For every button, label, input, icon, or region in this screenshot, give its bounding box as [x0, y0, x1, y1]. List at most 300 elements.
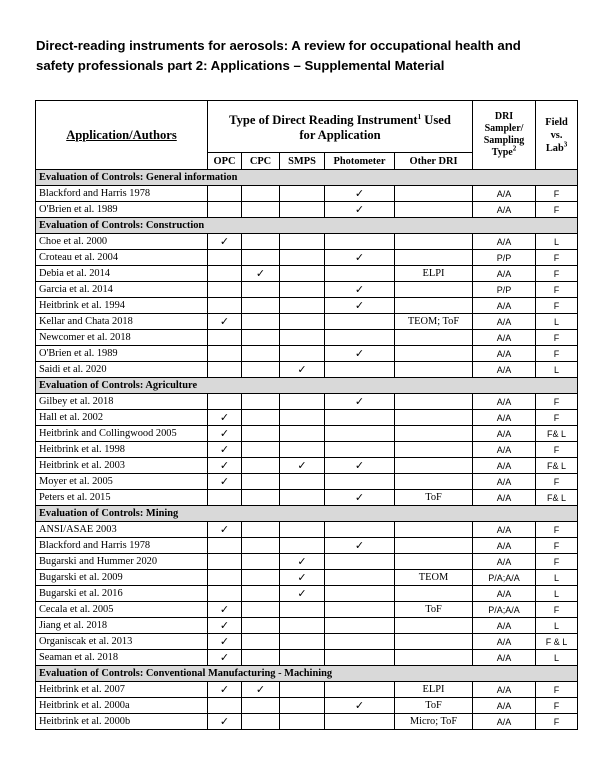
author-cell: Heitbrink et al. 2003: [36, 458, 208, 474]
sampler-type-cell: A/A: [473, 698, 536, 714]
sampler-type-cell: A/A: [473, 234, 536, 250]
sampler-type-cell: P/P: [473, 250, 536, 266]
author-cell: Heitbrink and Collingwood 2005: [36, 426, 208, 442]
check-mark-icon: ✓: [219, 618, 230, 632]
author-cell: Debia et al. 2014: [36, 266, 208, 282]
opc-cell: [208, 442, 242, 458]
author-cell: Kellar and Chata 2018: [36, 314, 208, 330]
section-title: Evaluation of Controls: Conventional Manufacturing - Machining: [36, 666, 578, 682]
section-header-row: [36, 218, 578, 234]
sampler-type-cell: A/A: [473, 394, 536, 410]
photometer-cell: [325, 474, 395, 490]
smps-cell: [280, 538, 325, 554]
author-cell: Bugarski and Hummer 2020: [36, 554, 208, 570]
photometer-cell: [325, 634, 395, 650]
table-row: [36, 442, 578, 458]
field-lab-cell: F: [536, 410, 578, 426]
field-lab-cell: L: [536, 650, 578, 666]
table-row: [36, 266, 578, 282]
other-dri-cell: [395, 410, 473, 426]
smps-cell: [280, 234, 325, 250]
other-dri-cell: Micro; ToF: [395, 714, 473, 730]
smps-cell: [280, 282, 325, 298]
field-lab-cell: F: [536, 394, 578, 410]
field-lab-cell: F: [536, 474, 578, 490]
sampler-type-cell: A/A: [473, 266, 536, 282]
check-mark-icon: ✓: [219, 426, 230, 440]
other-dri-cell: ELPI: [395, 266, 473, 282]
author-cell: O'Brien et al. 1989: [36, 202, 208, 218]
sampler-type-cell: A/A: [473, 346, 536, 362]
cpc-cell: [242, 442, 280, 458]
sampler-type-cell: A/A: [473, 490, 536, 506]
sampler-type-cell: A/A: [473, 298, 536, 314]
check-mark-icon: ✓: [219, 458, 230, 472]
table-row: [36, 394, 578, 410]
check-mark-icon: ✓: [255, 266, 266, 280]
check-mark-icon: ✓: [219, 650, 230, 664]
cpc-cell: [242, 490, 280, 506]
check-mark-icon: ✓: [219, 522, 230, 536]
cpc-cell: [242, 714, 280, 730]
photometer-cell: [325, 234, 395, 250]
cpc-cell: [242, 538, 280, 554]
other-dri-cell: [395, 586, 473, 602]
cpc-cell: [242, 698, 280, 714]
cpc-cell: [242, 554, 280, 570]
instruments-table: [35, 100, 578, 730]
author-cell: Heitbrink et al. 1994: [36, 298, 208, 314]
author-cell: Moyer et al. 2005: [36, 474, 208, 490]
smps-cell: [280, 410, 325, 426]
table-row: [36, 426, 578, 442]
photometer-cell: [325, 314, 395, 330]
field-lab-cell: F: [536, 602, 578, 618]
smps-cell: [280, 602, 325, 618]
cpc-cell: [242, 602, 280, 618]
opc-cell: [208, 202, 242, 218]
header-smps: SMPS: [280, 153, 325, 170]
check-mark-icon: ✓: [354, 394, 365, 408]
opc-cell: [208, 298, 242, 314]
table-row: [36, 458, 578, 474]
section-header-row: [36, 506, 578, 522]
sampler-type-cell: A/A: [473, 586, 536, 602]
check-mark-icon: ✓: [354, 298, 365, 312]
other-dri-cell: [395, 186, 473, 202]
photometer-cell: [325, 298, 395, 314]
sampler-type-cell: A/A: [473, 186, 536, 202]
check-mark-icon: ✓: [219, 314, 230, 328]
photometer-cell: [325, 330, 395, 346]
cpc-cell: [242, 314, 280, 330]
section-header-row: [36, 170, 578, 186]
photometer-cell: [325, 650, 395, 666]
other-dri-cell: [395, 522, 473, 538]
cpc-cell: [242, 330, 280, 346]
other-dri-cell: TEOM: [395, 570, 473, 586]
sampler-type-cell: A/A: [473, 650, 536, 666]
page-title: [36, 36, 576, 76]
field-lab-cell: F& L: [536, 490, 578, 506]
author-cell: Cecala et al. 2005: [36, 602, 208, 618]
smps-cell: [280, 618, 325, 634]
sampler-type-cell: A/A: [473, 458, 536, 474]
other-dri-cell: [395, 234, 473, 250]
other-dri-cell: ELPI: [395, 682, 473, 698]
field-lab-cell: L: [536, 586, 578, 602]
photometer-cell: [325, 410, 395, 426]
smps-cell: [280, 458, 325, 474]
header-photometer: Photometer: [325, 153, 395, 170]
author-cell: Bugarski et al. 2009: [36, 570, 208, 586]
smps-cell: [280, 250, 325, 266]
header-field-vs-lab: [536, 101, 578, 170]
sampler-type-cell: A/A: [473, 314, 536, 330]
table-row: [36, 474, 578, 490]
section-title: Evaluation of Controls: Construction: [36, 218, 578, 234]
field-lab-cell: F & L: [536, 634, 578, 650]
sampler-type-cell: A/A: [473, 634, 536, 650]
photometer-cell: [325, 394, 395, 410]
photometer-cell: [325, 714, 395, 730]
cpc-cell: [242, 362, 280, 378]
field-lab-cell: F: [536, 714, 578, 730]
cpc-cell: [242, 250, 280, 266]
header-cpc: CPC: [242, 153, 280, 170]
header-opc: OPC: [208, 153, 242, 170]
field-lab-cell: F: [536, 330, 578, 346]
author-cell: Heitbrink et al. 2000a: [36, 698, 208, 714]
cpc-cell: [242, 186, 280, 202]
header-type-line3: for Application: [299, 127, 381, 142]
check-mark-icon: ✓: [219, 682, 230, 696]
table-row: [36, 314, 578, 330]
smps-cell: [280, 202, 325, 218]
table-row: [36, 298, 578, 314]
other-dri-cell: [395, 250, 473, 266]
smps-cell: [280, 346, 325, 362]
check-mark-icon: ✓: [297, 586, 307, 600]
author-cell: O'Brien et al. 1989: [36, 346, 208, 362]
author-cell: Gilbey et al. 2018: [36, 394, 208, 410]
smps-cell: [280, 698, 325, 714]
photometer-cell: [325, 250, 395, 266]
photometer-cell: [325, 202, 395, 218]
table-row: [36, 618, 578, 634]
table-row: [36, 186, 578, 202]
header-field-line3: Lab: [545, 142, 564, 154]
author-cell: Bugarski et al. 2016: [36, 586, 208, 602]
opc-cell: [208, 538, 242, 554]
author-cell: ANSI/ASAE 2003: [36, 522, 208, 538]
smps-cell: [280, 570, 325, 586]
sampler-type-cell: A/A: [473, 618, 536, 634]
opc-cell: [208, 410, 242, 426]
other-dri-cell: [395, 474, 473, 490]
sampler-type-cell: A/A: [473, 362, 536, 378]
other-dri-cell: [395, 538, 473, 554]
author-cell: Saidi et al. 2020: [36, 362, 208, 378]
check-mark-icon: ✓: [219, 474, 230, 488]
field-lab-cell: L: [536, 234, 578, 250]
header-dri-line4: Type: [491, 147, 513, 158]
smps-cell: [280, 554, 325, 570]
header-application-authors: Application/Authors: [36, 101, 208, 170]
check-mark-icon: ✓: [354, 538, 365, 552]
cpc-cell: [242, 474, 280, 490]
sampler-type-cell: A/A: [473, 330, 536, 346]
smps-cell: [280, 634, 325, 650]
table-row: [36, 554, 578, 570]
section-title: Evaluation of Controls: Agriculture: [36, 378, 578, 394]
cpc-cell: [242, 202, 280, 218]
check-mark-icon: ✓: [354, 458, 365, 472]
cpc-cell: [242, 346, 280, 362]
author-cell: Organiscak et al. 2013: [36, 634, 208, 650]
check-mark-icon: ✓: [297, 362, 307, 376]
check-mark-icon: ✓: [219, 234, 230, 248]
table-row: [36, 362, 578, 378]
other-dri-cell: [395, 362, 473, 378]
opc-cell: [208, 602, 242, 618]
footnote-2-marker: 2: [512, 144, 517, 153]
other-dri-cell: [395, 634, 473, 650]
other-dri-cell: [395, 618, 473, 634]
opc-cell: [208, 698, 242, 714]
check-mark-icon: ✓: [219, 714, 230, 728]
sampler-type-cell: P/A;A/A: [473, 570, 536, 586]
other-dri-cell: [395, 282, 473, 298]
check-mark-icon: ✓: [354, 202, 365, 216]
opc-cell: [208, 282, 242, 298]
cpc-cell: [242, 522, 280, 538]
table-row: [36, 202, 578, 218]
cpc-cell: [242, 298, 280, 314]
smps-cell: [280, 186, 325, 202]
table-row: [36, 714, 578, 730]
title-line-2: safety professionals part 2: Applications – Supplemental Material: [36, 58, 445, 73]
opc-cell: [208, 570, 242, 586]
sampler-type-cell: A/A: [473, 474, 536, 490]
author-cell: Newcomer et al. 2018: [36, 330, 208, 346]
cpc-cell: [242, 282, 280, 298]
check-mark-icon: ✓: [219, 442, 230, 456]
header-field-line1: Field: [545, 116, 568, 128]
field-lab-cell: F: [536, 186, 578, 202]
smps-cell: [280, 266, 325, 282]
field-lab-cell: L: [536, 362, 578, 378]
opc-cell: [208, 682, 242, 698]
smps-cell: [280, 714, 325, 730]
check-mark-icon: ✓: [219, 410, 230, 424]
opc-cell: [208, 618, 242, 634]
check-mark-icon: ✓: [354, 282, 365, 296]
field-lab-cell: F: [536, 522, 578, 538]
author-cell: Heitbrink et al. 2007: [36, 682, 208, 698]
other-dri-cell: ToF: [395, 602, 473, 618]
other-dri-cell: [395, 442, 473, 458]
cpc-cell: [242, 426, 280, 442]
photometer-cell: [325, 522, 395, 538]
footnote-3-marker: 3: [563, 140, 568, 149]
smps-cell: [280, 298, 325, 314]
cpc-cell: [242, 410, 280, 426]
table-body: [36, 170, 578, 730]
opc-cell: [208, 474, 242, 490]
smps-cell: [280, 330, 325, 346]
opc-cell: [208, 266, 242, 282]
cpc-cell: [242, 570, 280, 586]
sampler-type-cell: A/A: [473, 538, 536, 554]
opc-cell: [208, 650, 242, 666]
other-dri-cell: [395, 426, 473, 442]
field-lab-cell: F: [536, 346, 578, 362]
opc-cell: [208, 186, 242, 202]
cpc-cell: [242, 618, 280, 634]
smps-cell: [280, 442, 325, 458]
section-title: Evaluation of Controls: General information: [36, 170, 578, 186]
author-cell: Blackford and Harris 1978: [36, 186, 208, 202]
header-dri-line3: Sampling: [483, 135, 525, 146]
other-dri-cell: [395, 458, 473, 474]
photometer-cell: [325, 618, 395, 634]
check-mark-icon: ✓: [219, 602, 230, 616]
author-cell: Croteau et al. 2004: [36, 250, 208, 266]
opc-cell: [208, 634, 242, 650]
header-dri-line2: Sampler/: [484, 123, 524, 134]
field-lab-cell: F: [536, 202, 578, 218]
table-row: [36, 522, 578, 538]
author-cell: Heitbrink et al. 2000b: [36, 714, 208, 730]
table-row: [36, 282, 578, 298]
author-cell: Seaman et al. 2018: [36, 650, 208, 666]
other-dri-cell: [395, 330, 473, 346]
table-row: [36, 538, 578, 554]
photometer-cell: [325, 602, 395, 618]
title-line-1: Direct-reading instruments for aerosols: A review for occupational health and: [36, 38, 521, 53]
photometer-cell: [325, 282, 395, 298]
author-cell: Peters et al. 2015: [36, 490, 208, 506]
sampler-type-cell: P/P: [473, 282, 536, 298]
header-field-line2: vs.: [550, 129, 563, 141]
smps-cell: [280, 522, 325, 538]
cpc-cell: [242, 650, 280, 666]
opc-cell: [208, 362, 242, 378]
smps-cell: [280, 474, 325, 490]
sampler-type-cell: A/A: [473, 522, 536, 538]
table-row: [36, 586, 578, 602]
header-instrument-type: [208, 101, 473, 153]
smps-cell: [280, 314, 325, 330]
sampler-type-cell: A/A: [473, 714, 536, 730]
opc-cell: [208, 346, 242, 362]
cpc-cell: [242, 266, 280, 282]
other-dri-cell: [395, 346, 473, 362]
header-dri-sampler: [473, 101, 536, 170]
author-cell: Jiang et al. 2018: [36, 618, 208, 634]
table-row: [36, 330, 578, 346]
photometer-cell: [325, 186, 395, 202]
table-row: [36, 634, 578, 650]
opc-cell: [208, 394, 242, 410]
check-mark-icon: ✓: [219, 634, 230, 648]
smps-cell: [280, 586, 325, 602]
smps-cell: [280, 682, 325, 698]
section-header-row: [36, 378, 578, 394]
cpc-cell: [242, 682, 280, 698]
check-mark-icon: ✓: [354, 250, 365, 264]
sampler-type-cell: A/A: [473, 554, 536, 570]
table-row: [36, 346, 578, 362]
cpc-cell: [242, 234, 280, 250]
field-lab-cell: F: [536, 538, 578, 554]
opc-cell: [208, 522, 242, 538]
author-cell: Garcia et al. 2014: [36, 282, 208, 298]
opc-cell: [208, 458, 242, 474]
opc-cell: [208, 490, 242, 506]
photometer-cell: [325, 554, 395, 570]
header-other-dri: Other DRI: [395, 153, 473, 170]
photometer-cell: [325, 490, 395, 506]
sampler-type-cell: A/A: [473, 442, 536, 458]
field-lab-cell: L: [536, 314, 578, 330]
photometer-cell: [325, 266, 395, 282]
photometer-cell: [325, 698, 395, 714]
footnote-1-marker: 1: [417, 112, 422, 121]
field-lab-cell: F: [536, 682, 578, 698]
table-row: [36, 250, 578, 266]
field-lab-cell: F: [536, 698, 578, 714]
table-row: [36, 410, 578, 426]
other-dri-cell: [395, 202, 473, 218]
sampler-type-cell: P/A;A/A: [473, 602, 536, 618]
table-row: [36, 602, 578, 618]
sampler-type-cell: A/A: [473, 682, 536, 698]
cpc-cell: [242, 586, 280, 602]
author-cell: Heitbrink et al. 1998: [36, 442, 208, 458]
header-dri-line1: DRI: [494, 111, 514, 122]
header-type-line1: Type of Direct Reading Instrument: [229, 112, 418, 127]
field-lab-cell: L: [536, 618, 578, 634]
table-row: [36, 682, 578, 698]
header-type-line2: Used: [421, 112, 451, 127]
table-row: [36, 650, 578, 666]
smps-cell: [280, 490, 325, 506]
opc-cell: [208, 314, 242, 330]
table-row: [36, 490, 578, 506]
photometer-cell: [325, 538, 395, 554]
photometer-cell: [325, 362, 395, 378]
sampler-type-cell: A/A: [473, 410, 536, 426]
smps-cell: [280, 394, 325, 410]
field-lab-cell: F& L: [536, 426, 578, 442]
cpc-cell: [242, 394, 280, 410]
sampler-type-cell: A/A: [473, 202, 536, 218]
field-lab-cell: F: [536, 250, 578, 266]
check-mark-icon: ✓: [255, 682, 266, 696]
table-row: [36, 234, 578, 250]
photometer-cell: [325, 586, 395, 602]
author-cell: Choe et al. 2000: [36, 234, 208, 250]
table-row: [36, 698, 578, 714]
field-lab-cell: F& L: [536, 458, 578, 474]
photometer-cell: [325, 682, 395, 698]
other-dri-cell: [395, 650, 473, 666]
other-dri-cell: ToF: [395, 698, 473, 714]
opc-cell: [208, 554, 242, 570]
photometer-cell: [325, 346, 395, 362]
